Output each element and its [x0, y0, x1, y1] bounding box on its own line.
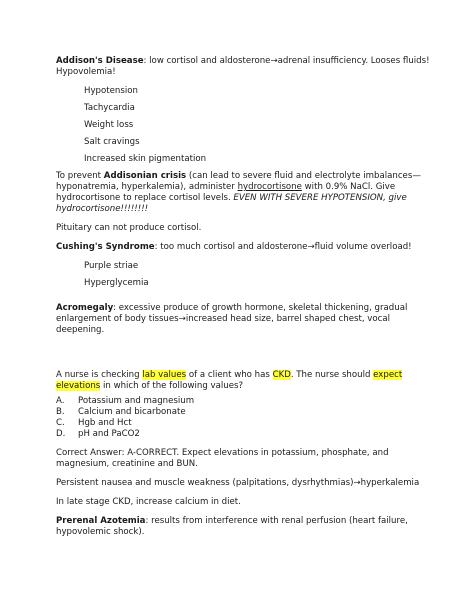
- addisons-symptom: Weight loss: [84, 120, 134, 130]
- answer-options: [56, 396, 434, 440]
- correct-answer: Correct Answer: A-CORRECT. Expect elevations in potassium, phosphate, and magnesium, creatinine and BUN.: [56, 448, 389, 469]
- question-highlight: lab values: [142, 370, 187, 380]
- question-text: A nurse is checking: [56, 370, 143, 380]
- crisis-mid: (can lead to severe fluid and electrolyte imbalances—hyponatremia, hyperkalemia), administer: [56, 171, 421, 192]
- question-text: of a client who has: [186, 370, 273, 380]
- question-text: in which of the following values?: [100, 381, 244, 391]
- addisons-symptom: Salt cravings: [84, 137, 140, 147]
- option-text: Potassium and magnesium: [78, 396, 195, 406]
- prerenal-desc: : results from interference with renal perfusion (heart failure, hypovolemic shock).: [56, 516, 408, 537]
- addisons-desc: : low cortisol and aldosterone→adrenal insufficiency. Looses fluids! Hypovolemia!: [56, 56, 430, 77]
- option-text: Hgb and Hct: [78, 418, 132, 428]
- question-highlight: expect elevations: [56, 370, 403, 391]
- cushings-paragraph: [56, 242, 434, 253]
- addisons-symptom: Increased skin pigmentation: [84, 154, 207, 164]
- pituitary-note: Pituitary can not produce cortisol.: [56, 223, 202, 233]
- crisis-term: Addisonian crisis: [103, 171, 187, 181]
- option-marker: A.: [56, 396, 65, 406]
- prerenal-title: Prerenal Azotemia: [56, 516, 146, 526]
- crisis-emphasis: EVEN WITH SEVERE HYPOTENSION, give hydrocortisone!!!!!!!!: [56, 193, 407, 214]
- addisons-symptom: Tachycardia: [84, 103, 135, 113]
- late-ckd-note: In late stage CKD, increase calcium in diet.: [56, 497, 241, 507]
- nausea-note: Persistent nausea and muscle weakness (palpitations, dysrhythmias)→hyperkalemia: [56, 478, 420, 488]
- crisis-post: with 0.9% NaCl. Give hydrocortisone to replace cortisol levels.: [56, 182, 396, 203]
- option-text: Calcium and bicarbonate: [78, 407, 186, 417]
- prerenal-paragraph: [56, 516, 434, 538]
- cushings-title: Cushing's Syndrome: [56, 242, 155, 252]
- answer-option: [56, 418, 434, 429]
- question-text: . The nurse should: [290, 370, 374, 380]
- question-highlight: CKD: [272, 370, 291, 380]
- crisis-drug: hydrocortisone: [237, 182, 302, 192]
- addisons-paragraph: [56, 56, 434, 78]
- cushings-symptom: Purple striae: [84, 261, 139, 271]
- answer-option: [56, 396, 434, 407]
- crisis-paragraph: [56, 171, 434, 215]
- cushings-desc: : too much cortisol and aldosterone→fluid volume overload!: [154, 242, 412, 252]
- answer-option: [56, 407, 434, 418]
- option-marker: C.: [56, 418, 65, 428]
- acromegaly-title: Acromegaly: [56, 303, 114, 313]
- addisons-symptom: Hypotension: [84, 86, 138, 96]
- cushings-symptom: Hyperglycemia: [84, 278, 149, 288]
- addisons-title: Addison's Disease: [56, 56, 144, 66]
- crisis-pre: To prevent: [56, 171, 104, 181]
- acromegaly-desc: : excessive produce of growth hormone, skeletal thickening, gradual enlargement of body tissues→increased head size, barrel shaped chest, vocal deepening.: [56, 303, 408, 335]
- option-marker: D.: [56, 429, 66, 439]
- question-paragraph: [56, 370, 434, 392]
- option-text: pH and PaCO2: [78, 429, 140, 439]
- answer-option: [56, 429, 434, 440]
- acromegaly-paragraph: [56, 303, 434, 336]
- option-marker: B.: [56, 407, 65, 417]
